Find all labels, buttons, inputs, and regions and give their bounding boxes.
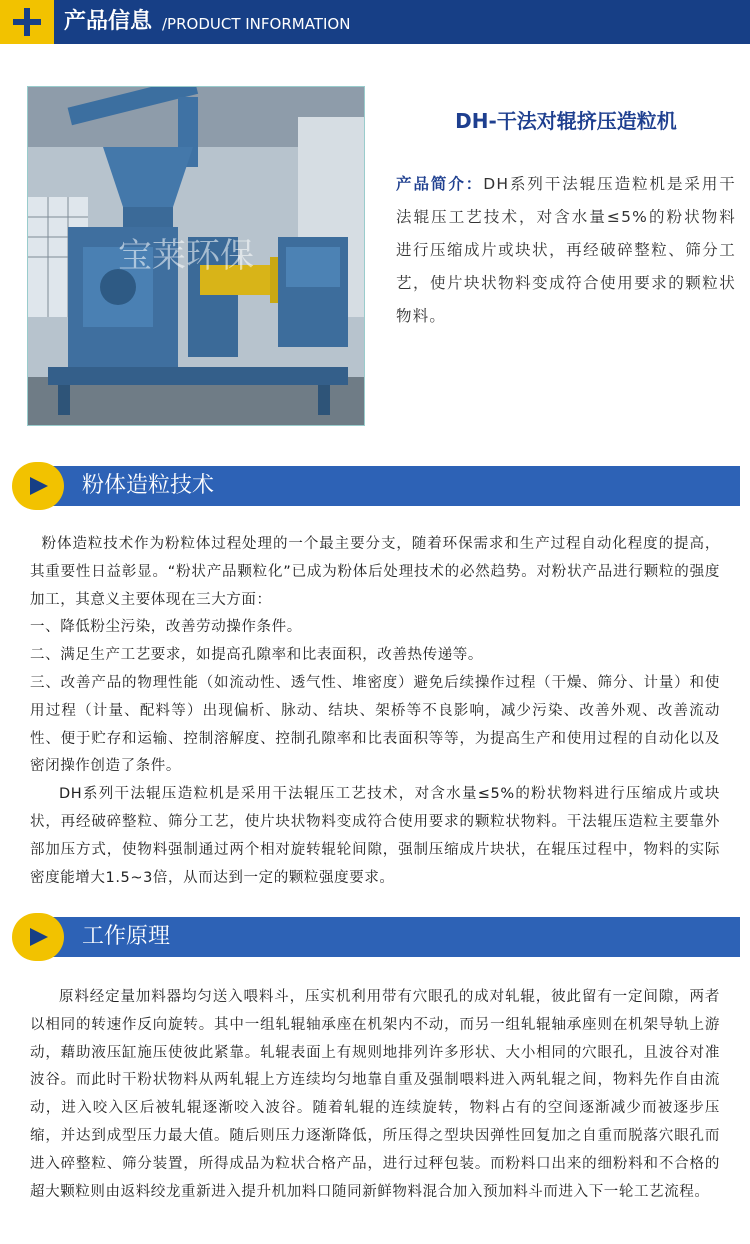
product-intro — [396, 168, 736, 333]
top-header-bar — [0, 0, 750, 44]
arrow-icon — [12, 913, 64, 961]
paragraph: 原料经定量加料器均匀送入喂料斗，压实机利用带有穴眼孔的成对轧辊，彼此留有一定间隙，两者以相同的转速作反向旋转。其中一组轧辊轴承座在机架内不动，而另一组轧辊轴承座则在机架导轨上游动，藉助液压缸施压使彼此紧靠。轧辊表面上有规则地排列许多形状、大小相同的穴眼孔，且波谷对准波谷。而此时干粉状物料从两轧辊上方连续均匀地靠自重及强制喂料进入两轧辊之间，物料先作自由流动，进入咬入区后被轧辊逐渐咬入波谷。随着轧辊的连续旋转，物料占有的空间逐渐减少而被逐步压缩，并达到成型压力最大值。随后则压力逐渐降低，所压得之型块因弹性回复加之自重而脱落穴眼孔而进入碎整粒、筛分装置，所得成品为粒状合格产品，进行过秤包装。而粉料口出来的细粉料和不合格的超大颗粒则由返料绞龙重新进入提升机加料口随同新鲜物料混合加入预加料斗而进入下一轮工艺流程。 — [30, 989, 720, 1200]
section-header-working-principle — [12, 913, 740, 961]
product-photo — [27, 86, 365, 426]
intro-label: 产品简介： — [396, 175, 484, 193]
intro-text: DH系列干法辊压造粒机是采用干法辊压工艺技术，对含水量≤5%的粉状物料进行压缩成片或块状，再经破碎整粒、筛分工艺，使片块状物料变成符合使用要求的颗粒状物料。 — [396, 175, 736, 325]
list-item: 二、满足生产工艺要求，如提高孔隙率和比表面积，改善热传递等。 — [30, 647, 483, 664]
section-header-powder-granulation — [12, 462, 740, 510]
paragraph: 粉体造粒技术作为粉粒体过程处理的一个最主要分支，随着环保需求和生产过程自动化程度的提高，其重要性日益彰显。“粉状产品颗粒化”已成为粉体后处理技术的必然趋势。对粉状产品进行颗粒的强度加工，其意义主要体现在三大方面： — [30, 536, 720, 608]
section2-body — [30, 984, 720, 1206]
header-title: 产品信息 — [64, 9, 153, 34]
header-subtitle: /PRODUCT INFORMATION — [162, 15, 351, 33]
section-title: 工作原理 — [82, 924, 171, 949]
section1-body — [30, 531, 720, 892]
arrow-icon — [12, 462, 64, 510]
product-name: DH-干法对辊挤压造粒机 — [455, 109, 677, 133]
plus-icon — [0, 0, 54, 44]
svg-text:宝莱环保: 宝莱环保 — [118, 236, 254, 276]
list-item: 一、降低粉尘污染，改善劳动操作条件。 — [30, 619, 302, 636]
paragraph: DH系列干法辊压造粒机是采用干法辊压工艺技术，对含水量≤5%的粉状物料进行压缩成片或块状，再经破碎整粒、筛分工艺，使片块状物料变成符合使用要求的颗粒状物料。干法辊压造粒主要靠外部加压方式，使物料强制通过两个相对旋转辊轮间隙，强制压缩成片块状，在辊压过程中，物料的实际密度能增大1.5~3倍，从而达到一定的颗粒强度要求。 — [30, 786, 720, 886]
section-title: 粉体造粒技术 — [82, 473, 215, 498]
list-item: 三、改善产品的物理性能（如流动性、透气性、堆密度）避免后续操作过程（干燥、筛分、计量）和使用过程（计量、配料等）出现偏析、脉动、结块、架桥等不良影响，减少污染、改善外观、改善流动性、便于贮存和运输、控制溶解度、控制孔隙率和比表面积等等，为提高生产和使用过程的自动化以及密闭操作创造了条件。 — [30, 674, 720, 775]
